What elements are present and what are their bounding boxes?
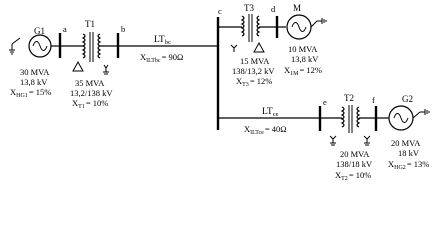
generator-g2 (376, 106, 429, 130)
t2-rating: 20 MVA (340, 149, 370, 159)
g2-rating: 20 MVA (391, 138, 421, 148)
transformer-t3 (218, 14, 277, 52)
bus-d-label: d (271, 4, 276, 14)
delta-icon (73, 62, 83, 71)
motor-name: M (293, 3, 302, 13)
transformer-t1 (60, 32, 118, 74)
t1-name: T1 (85, 19, 95, 29)
ltce-name: $LT_{ce}$ (262, 107, 279, 118)
sine-wave-icon (292, 23, 306, 32)
t2-name: T2 (344, 93, 354, 103)
g1-voltage: 13,8 kV (20, 77, 48, 87)
g1-name: G1 (34, 26, 45, 36)
motor-reactance: $X_{1M}= 12\%$ (284, 65, 322, 77)
t3-reactance: $X_{T3}= 12\%$ (236, 76, 273, 88)
t1-voltage: 13,2/138 kV (70, 88, 113, 98)
sine-wave-icon (33, 42, 47, 51)
wye-grounded-icon (364, 136, 370, 145)
ltce-reactance: $X_{ILTce}= 40\Omega$ (244, 124, 287, 136)
ltbc-name: $LT_{bc}$ (154, 35, 171, 46)
t2-voltage: 138/18 kV (336, 159, 373, 169)
wye-grounded-icon (330, 136, 336, 145)
generator-g1 (9, 35, 60, 57)
t1-rating: 35 MVA (75, 78, 105, 88)
motor-m (277, 15, 326, 39)
motor-voltage: 13,8 kV (291, 54, 319, 64)
transformer-t2 (320, 105, 376, 145)
wye-grounded-icon (103, 65, 109, 74)
g2-voltage: 18 kV (398, 148, 420, 158)
t2-reactance: $X_{T2}= 10\%$ (335, 170, 372, 182)
sine-wave-icon (394, 114, 408, 123)
bus-e-label: e (323, 97, 327, 107)
t3-rating: 15 MVA (240, 56, 270, 66)
bus-f-label: f (372, 95, 375, 105)
t3-voltage: 138/13,2 kV (232, 66, 275, 76)
bus-b-label: b (121, 24, 126, 34)
wye-icon (231, 45, 237, 52)
g1-rating: 30 MVA (20, 67, 50, 77)
t3-name: T3 (244, 3, 254, 13)
g2-name: G2 (402, 94, 413, 104)
t1-reactance: $X_{T1}= 10\%$ (72, 98, 109, 110)
bus-c-label: c (218, 6, 222, 16)
g2-reactance: $X_{HG2}= 13\%$ (388, 159, 430, 171)
ltbc-reactance: $X_{ILTbc}= 90\Omega$ (140, 52, 184, 64)
delta-icon (254, 43, 264, 52)
motor-rating: 10 MVA (288, 44, 318, 54)
bus-a-label: a (63, 24, 67, 34)
g1-reactance: $X_{HG1}= 15\%$ (10, 87, 52, 99)
